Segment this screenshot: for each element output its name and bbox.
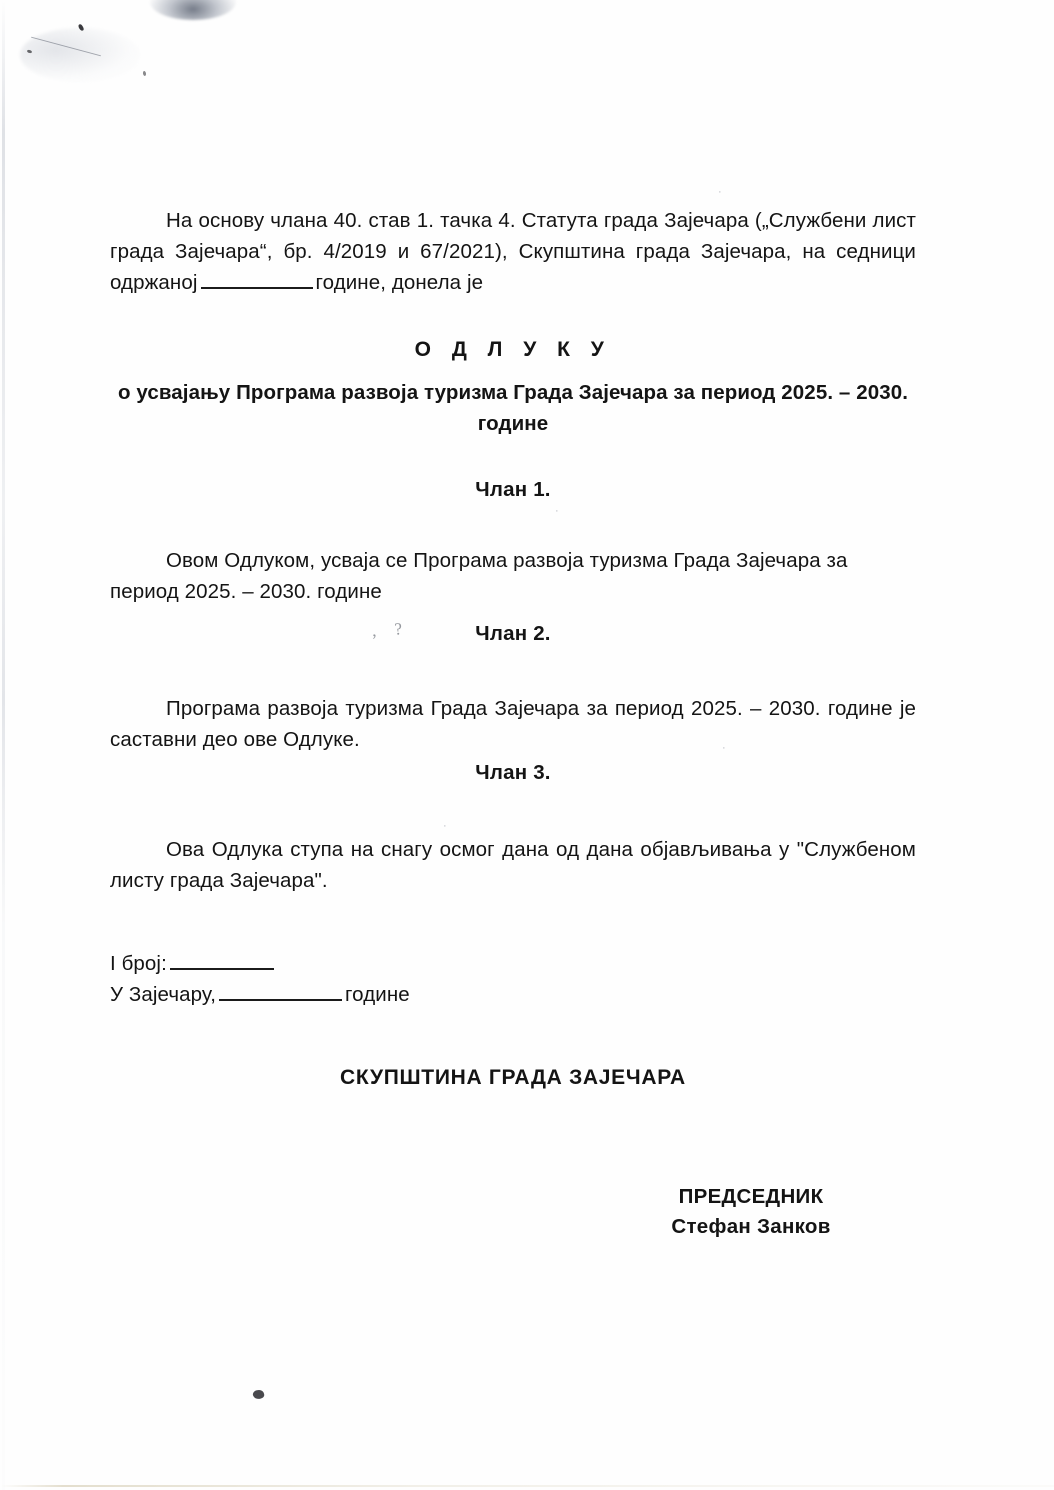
article-heading-1: Члан 1. (475, 478, 551, 501)
intro-text-before-blank: На основу члана 40. став 1. тачка 4. Статута града Зајечара („Службени лист града Зајечара“, бр. 4/2019 и 67/2021), Скупштина града Зајечара, на седници одржаној (110, 209, 916, 294)
assembly-name: СКУПШТИНА ГРАДА ЗАЈЕЧАРА (340, 1066, 686, 1089)
scan-speck-icon: · (718, 186, 722, 198)
signature-name: Стефан Занков (671, 1215, 831, 1238)
handwritten-pencil-mark: , ? (371, 618, 410, 641)
scan-speck-icon: · (722, 742, 726, 754)
article-3-body-block (110, 834, 916, 896)
article-1-body-block (110, 545, 916, 607)
scan-speck-icon: · (443, 820, 447, 832)
article-heading-2: Члан 2. (475, 622, 551, 645)
ink-fleck-bottom-icon (252, 1389, 265, 1401)
intro-text-after-blank: године, донела је (315, 271, 484, 294)
decision-subtitle-block (110, 377, 916, 439)
decision-number-line (110, 948, 916, 979)
scan-smudge-topleft-icon (20, 28, 140, 82)
article-2-heading-block (110, 622, 916, 646)
article-heading-3: Члан 3. (475, 761, 551, 784)
page-subtitle: о усвајању Програма развоја туризма Града Зајечара за период 2025. – 2030. године (117, 381, 909, 435)
intro-paragraph (110, 205, 916, 298)
article-body-3: Ова Одлука ступа на снагу осмог дана од дана објављивања у "Службеном листу града Зајечара". (110, 838, 916, 892)
scan-smudge-top-icon (150, 0, 236, 20)
article-1-heading-block (110, 478, 916, 502)
decision-number-blank[interactable] (170, 968, 274, 970)
scan-speck-icon: · (555, 505, 559, 517)
article-3-heading-block (110, 761, 916, 785)
year-suffix-label: године (345, 983, 410, 1006)
article-2-body-block (110, 693, 916, 755)
intro-paragraph-block (110, 205, 916, 298)
article-body-2: Програма развоја туризма Града Зајечара за период 2025. – 2030. године је саставни део ове Одлуке. (110, 697, 916, 751)
reference-lines-block (110, 948, 916, 1010)
ink-fleck-icon (143, 71, 147, 76)
decision-title-block (110, 338, 916, 362)
page-title: О Д Л У К У (414, 338, 612, 361)
assembly-name-block (110, 1066, 916, 1090)
ink-fleck-icon (27, 49, 33, 53)
scan-hairline-icon (31, 37, 101, 57)
signature-role: ПРЕДСЕДНИК (678, 1185, 824, 1208)
signature-block (586, 1182, 916, 1242)
article-body-1: Овом Одлуком, усваја се Програма развоја туризма Града Зајечара за период 2025. – 2030. године (110, 549, 848, 603)
decision-number-label: I број: (110, 952, 167, 975)
decision-date-blank[interactable] (219, 999, 342, 1001)
place-date-line (110, 979, 916, 1010)
place-label: У Зајечару, (110, 983, 217, 1006)
scan-edge-bottom (0, 1485, 1054, 1487)
session-date-blank[interactable] (201, 287, 313, 289)
scan-edge-left (2, 0, 5, 1490)
ink-fleck-icon (78, 23, 85, 31)
